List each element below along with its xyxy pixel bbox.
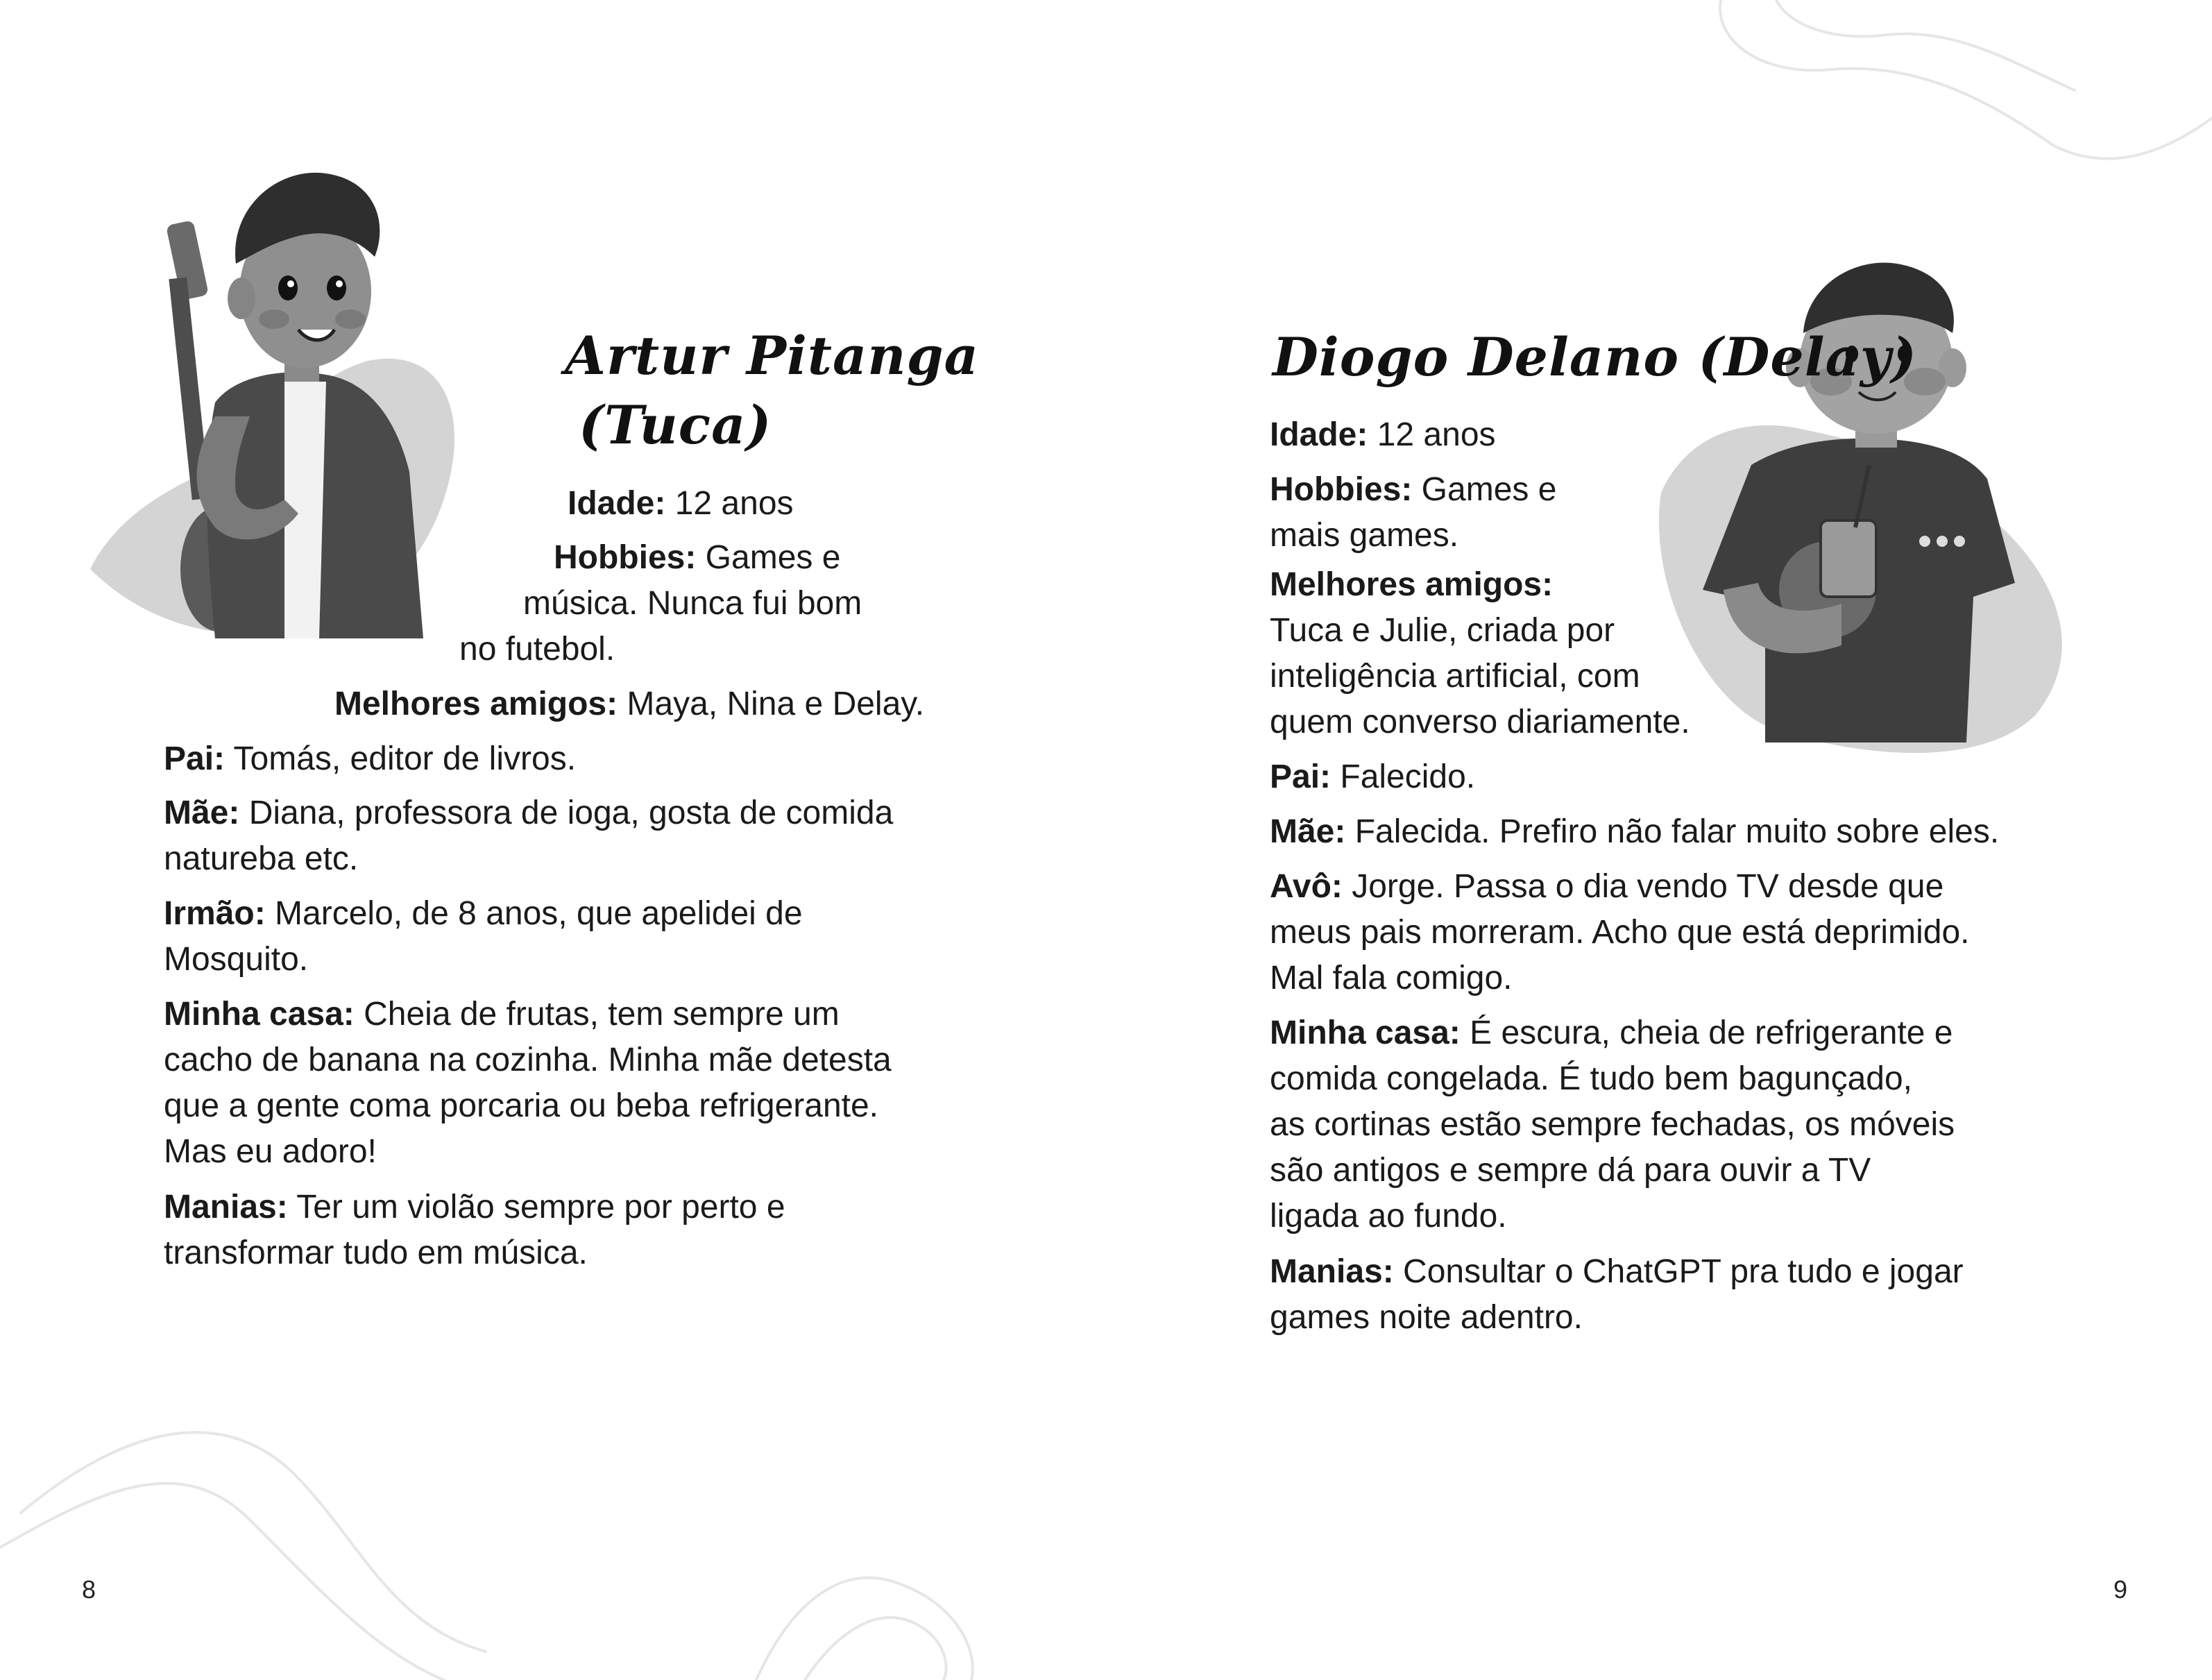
field-avo-cont: meus pais morreram. Acho que está deprimido. — [1270, 914, 1970, 951]
field-manias — [1270, 1249, 1964, 1295]
field-irmao — [164, 891, 803, 937]
page-number: 9 — [2113, 1575, 2128, 1604]
field-value: Cheia de frutas, tem sempre um — [354, 996, 840, 1033]
field-label: Idade: — [1270, 416, 1368, 453]
field-hobbies — [554, 535, 840, 581]
field-minha-casa-cont: que a gente coma porcaria ou beba refrigerante. — [164, 1087, 879, 1124]
right-page — [1106, 0, 2212, 1680]
field-label: Minha casa: — [1270, 1015, 1461, 1051]
field-mae-cont: natureba etc. — [164, 840, 359, 877]
field-label: Hobbies: — [1270, 471, 1413, 508]
boy-with-guitar-illustration — [76, 153, 465, 652]
character-name: Diogo Delano (Delay) — [1273, 326, 1917, 388]
field-label: Manias: — [164, 1189, 288, 1225]
field-value: Jorge. Passa o dia vendo TV desde que — [1342, 868, 1944, 905]
field-value: Games e — [1412, 471, 1557, 508]
soda-cup-icon — [1821, 520, 1876, 597]
field-manias — [164, 1185, 785, 1230]
field-mae — [1270, 809, 1999, 855]
field-hobbies-cont: música. Nunca fui bom — [523, 585, 862, 622]
field-manias-cont: transformar tudo em música. — [164, 1234, 588, 1271]
field-label: Minha casa: — [164, 996, 355, 1033]
field-mae — [164, 790, 893, 836]
field-label: Melhores amigos: — [1270, 566, 1554, 603]
field-value: Falecida. Prefiro não falar muito sobre eles. — [1345, 813, 2000, 850]
field-pai — [164, 736, 576, 782]
field-minha-casa-cont: cacho de banana na cozinha. Minha mãe detesta — [164, 1042, 892, 1078]
field-label: Hobbies: — [554, 539, 697, 576]
field-label: Pai: — [1270, 758, 1332, 795]
field-label: Irmão: — [164, 895, 266, 932]
field-melhores-amigos — [334, 681, 924, 727]
character-name-line-1: Artur Pitanga — [565, 325, 979, 387]
field-melhores-amigos — [1270, 562, 1553, 608]
field-label: Mãe: — [164, 795, 240, 831]
field-value: É escura, cheia de refrigerante e — [1460, 1015, 1953, 1051]
field-melhores-amigos-cont: quem converso diariamente. — [1270, 704, 1690, 740]
field-value: Games e — [696, 539, 841, 576]
field-value: Maya, Nina e Delay. — [618, 686, 925, 722]
field-irmao-cont: Mosquito. — [164, 941, 309, 978]
field-hobbies-cont: mais games. — [1270, 517, 1459, 554]
field-value: Marcelo, de 8 anos, que apelidei de — [265, 895, 803, 932]
field-idade — [1270, 412, 1496, 458]
field-value: Tomás, editor de livros. — [225, 740, 577, 777]
field-value: Falecido. — [1331, 758, 1476, 795]
field-label: Mãe: — [1270, 813, 1346, 850]
field-minha-casa-cont: comida congelada. É tudo bem bagunçado, — [1270, 1060, 1912, 1097]
field-label: Manias: — [1270, 1253, 1394, 1290]
field-melhores-amigos-cont: Tuca e Julie, criada por — [1270, 612, 1615, 649]
field-minha-casa-cont: ligada ao fundo. — [1270, 1198, 1507, 1234]
field-hobbies — [1270, 467, 1556, 513]
field-value: Diana, professora de ioga, gosta de comida — [239, 795, 894, 831]
character-name-line-2: (Tuca) — [579, 394, 772, 456]
field-idade — [568, 481, 794, 527]
field-minha-casa — [164, 992, 840, 1037]
field-label: Avô: — [1270, 868, 1343, 905]
field-avo — [1270, 864, 1943, 910]
field-pai — [1270, 754, 1475, 800]
field-value: 12 anos — [665, 485, 794, 522]
field-minha-casa-cont: as cortinas estão sempre fechadas, os móveis — [1270, 1106, 1955, 1143]
page-number: 8 — [82, 1575, 96, 1604]
field-hobbies-cont: no futebol. — [459, 631, 615, 668]
field-melhores-amigos-cont: inteligência artificial, com — [1270, 658, 1640, 695]
field-label: Melhores amigos: — [334, 686, 618, 722]
field-value: Consultar o ChatGPT pra tudo e jogar — [1393, 1253, 1964, 1290]
field-value: Ter um violão sempre por perto e — [287, 1189, 785, 1225]
field-minha-casa-cont: Mas eu adoro! — [164, 1133, 377, 1170]
field-minha-casa — [1270, 1010, 1953, 1056]
field-manias-cont: games noite adentro. — [1270, 1299, 1583, 1336]
field-avo-cont: Mal fala comigo. — [1270, 960, 1513, 996]
field-label: Idade: — [568, 485, 666, 522]
field-value: 12 anos — [1368, 416, 1496, 453]
field-label: Pai: — [164, 740, 226, 777]
field-minha-casa-cont: são antigos e sempre dá para ouvir a TV — [1270, 1152, 1871, 1189]
